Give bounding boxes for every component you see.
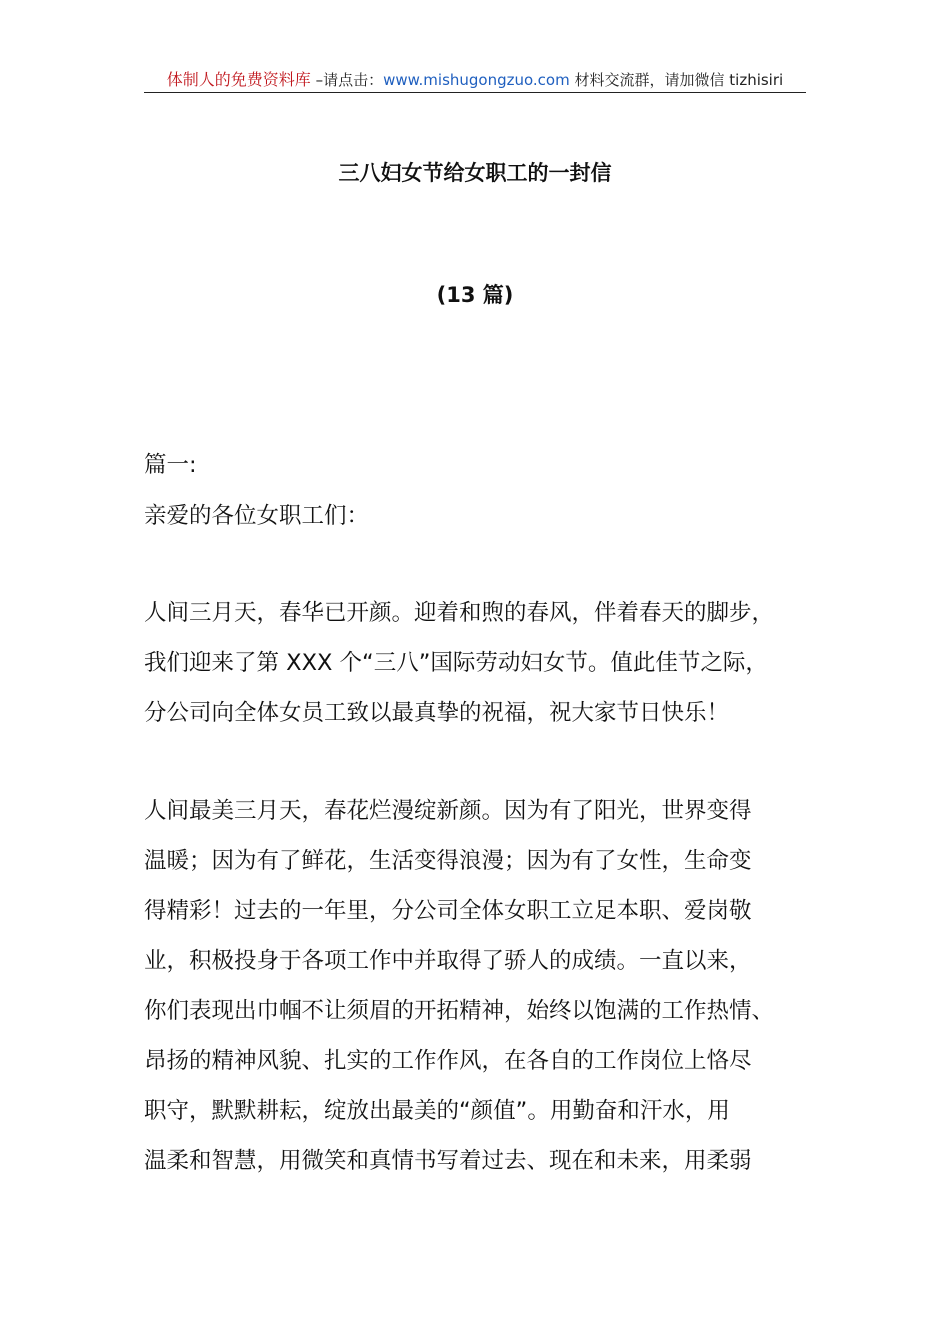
paragraph1-line: 分公司向全体女员工致以最真挚的祝福，祝大家节日快乐！ [144,700,730,726]
paragraph2-line: 人间最美三月天，春花烂漫绽新颜。因为有了阳光，世界变得 [144,798,752,824]
salutation: 亲爱的各位女职工们： [144,503,370,529]
paragraph1-line: 人间三月天，春华已开颜。迎着和煦的春风，伴着春天的脚步， [144,600,775,626]
paragraph2-line: 温柔和智慧，用微笑和真情书写着过去、现在和未来，用柔弱 [144,1148,752,1174]
paragraph2-line: 你们表现出巾帼不让须眉的开拓精神，始终以饱满的工作热情、 [144,998,775,1024]
paragraph2-line: 昂扬的精神风貌、扎实的工作作风，在各自的工作岗位上恪尽 [144,1048,752,1074]
paragraph1-line: 我们迎来了第 XXX 个“三八”国际劳动妇女节。值此佳节之际， [144,650,768,676]
section-label: 篇一: [144,452,197,478]
paragraph2-line: 得精彩！过去的一年里，分公司全体女职工立足本职、爱岗敬 [144,898,752,924]
paragraph2-line: 职守，默默耕耘，绽放出最美的“颜值”。用勤奋和汗水，用 [144,1098,730,1124]
header-tail: 材料交流群，请加微信 tizhisiri [569,71,784,89]
document-subtitle: (13 篇) [436,283,514,307]
paragraph2-line: 业，积极投身于各项工作中并取得了骄人的成绩。一直以来， [144,948,752,974]
header-brand: 体制人的免费资料库 [166,70,311,89]
header-separator: –请点击： [310,71,384,89]
header-link[interactable]: www.mishugongzuo.com [383,71,570,89]
page-header [144,70,806,93]
document-title: 三八妇女节给女职工的一封信 [338,161,612,185]
paragraph2-line: 温暖；因为有了鲜花，生活变得浪漫；因为有了女性，生命变 [144,848,752,874]
